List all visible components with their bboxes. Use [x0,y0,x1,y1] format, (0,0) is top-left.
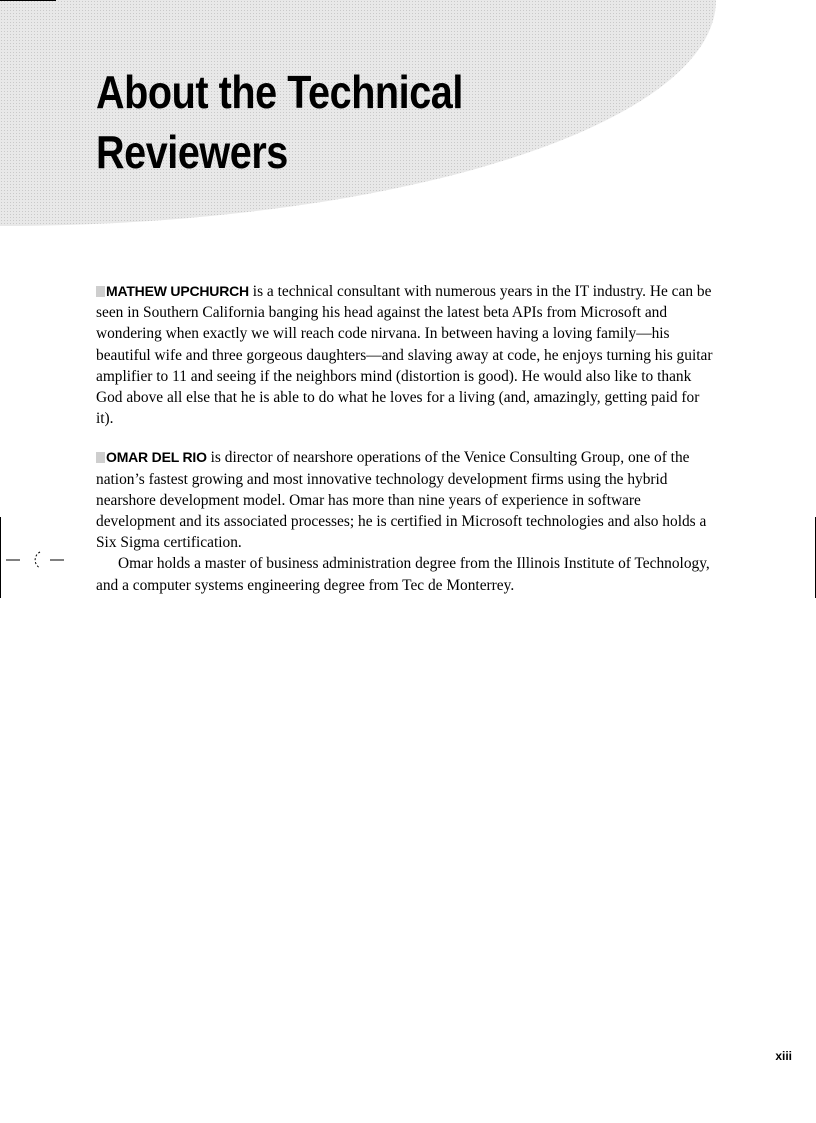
chapter-title-line-2: Reviewers [96,126,288,178]
bio-continuation-paragraph: Omar holds a master of business administration degree from the Illinois Institute of Technology, and a computer systems engineering degree from Tec de Monterrey. [96,555,710,594]
chapter-title [96,62,463,182]
bullet-icon [96,452,105,463]
bio-paragraph [96,447,716,553]
chapter-title-line-1: About the Technical [96,66,463,118]
margin-mark-left [0,517,1,598]
bio-text: is a technical consultant with numerous years in the IT industry. He can be seen in Southern California banging his head against the latest beta APIs from Microsoft and wondering when exactly we will reach code nirvana. In between having a loving family—his beautiful wife and three gorgeous daughters—and slaving away at code, he enjoys turning his guitar amplifier to 11 and seeing if the neighbors mind (distortion is good). He would also like to thank God above all else that he is able to do what he loves for a living (and, amazingly, getting paid for it). [96,283,713,428]
reviewer-name: MATHEW UPCHURCH [106,283,249,299]
bio-mathew-upchurch [96,281,716,429]
crop-mark-top-left [0,0,56,1]
bio-omar-del-rio [96,447,716,595]
bullet-icon [96,286,105,297]
page-number: xiii [775,1049,792,1063]
bio-paragraph [96,281,716,429]
reviewer-bios [96,281,716,614]
reviewer-name: OMAR DEL RIO [106,449,207,466]
registration-mark-icon [6,550,64,570]
bio-text: is director of nearshore operations of the Venice Consulting Group, one of the nation’s fastest growing and most innovative technology development firms using the hybrid nearshore development model. Omar has more than nine years of experience in software development and its associated processes; he is certified in Microsoft technologies and also holds a Six Sigma certification. [96,449,707,552]
